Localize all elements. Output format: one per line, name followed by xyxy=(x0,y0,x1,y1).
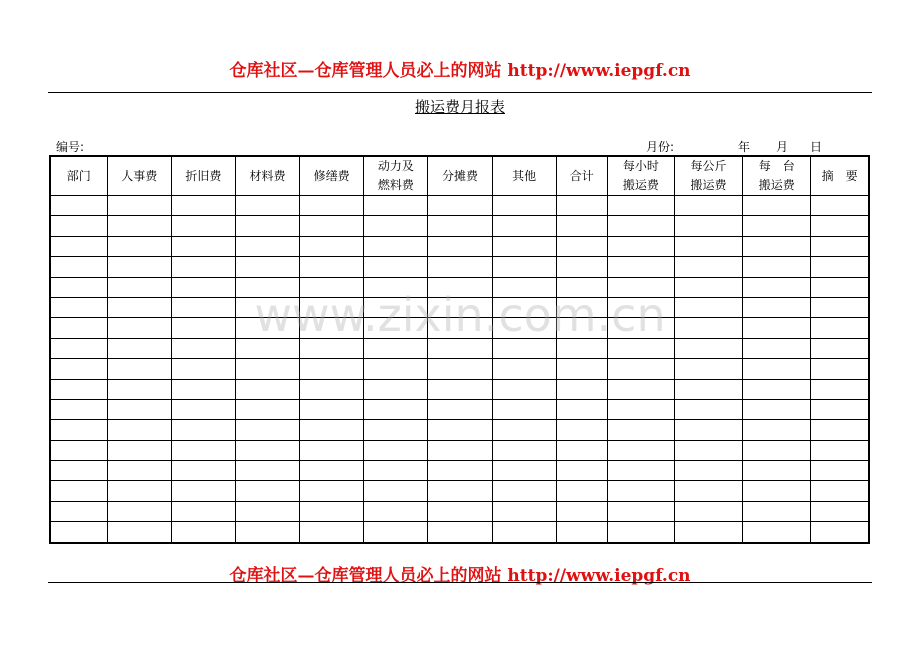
table-cell[interactable] xyxy=(50,257,107,277)
table-cell[interactable] xyxy=(50,236,107,256)
column-header-line: 动力及 xyxy=(377,159,414,173)
table-cell[interactable] xyxy=(107,399,171,419)
column-header-line: 部门 xyxy=(66,168,91,183)
table-cell[interactable] xyxy=(743,522,811,543)
table-cell[interactable] xyxy=(743,379,811,399)
table-cell[interactable] xyxy=(674,522,742,543)
table-cell[interactable] xyxy=(364,277,428,297)
table-cell[interactable] xyxy=(428,236,492,256)
table-cell[interactable] xyxy=(556,236,607,256)
column-header-line: 搬运费 xyxy=(622,178,659,192)
table-cell[interactable] xyxy=(364,379,428,399)
table-cell[interactable] xyxy=(492,501,556,521)
column-header xyxy=(492,156,556,196)
table-cell[interactable] xyxy=(171,359,235,379)
table-cell[interactable] xyxy=(556,277,607,297)
table-cell[interactable] xyxy=(364,196,428,216)
table-cell[interactable] xyxy=(235,277,299,297)
table-cell[interactable] xyxy=(674,297,742,317)
table-cell[interactable] xyxy=(556,196,607,216)
column-header-line: 每公斤 xyxy=(690,159,727,173)
table-cell[interactable] xyxy=(235,461,299,481)
table-cell[interactable] xyxy=(235,338,299,358)
table-cell[interactable] xyxy=(428,420,492,440)
table-cell[interactable] xyxy=(607,216,674,236)
table-cell[interactable] xyxy=(235,379,299,399)
table-cell[interactable] xyxy=(674,399,742,419)
day-label: 日 xyxy=(810,140,823,154)
table-cell[interactable] xyxy=(107,481,171,501)
month-label: 月份: xyxy=(646,140,675,154)
table-cell[interactable] xyxy=(235,359,299,379)
table-cell[interactable] xyxy=(428,216,492,236)
table-cell[interactable] xyxy=(50,522,107,543)
table-cell[interactable] xyxy=(674,440,742,460)
table-cell[interactable] xyxy=(107,440,171,460)
table-cell[interactable] xyxy=(811,420,869,440)
table-cell[interactable] xyxy=(607,257,674,277)
footer-divider xyxy=(48,582,872,583)
table-cell[interactable] xyxy=(743,318,811,338)
table-cell[interactable] xyxy=(492,379,556,399)
table-cell[interactable] xyxy=(492,236,556,256)
table-cell[interactable] xyxy=(674,277,742,297)
table-cell[interactable] xyxy=(300,318,364,338)
table-cell[interactable] xyxy=(171,236,235,256)
year-label: 年 xyxy=(738,140,751,154)
table-cell[interactable] xyxy=(171,501,235,521)
table-row xyxy=(50,318,869,338)
table-cell[interactable] xyxy=(300,461,364,481)
table-cell[interactable] xyxy=(50,420,107,440)
table-cell[interactable] xyxy=(811,196,869,216)
table-cell[interactable] xyxy=(107,461,171,481)
table-cell[interactable] xyxy=(607,440,674,460)
table-cell[interactable] xyxy=(107,379,171,399)
table-cell[interactable] xyxy=(50,379,107,399)
table-cell[interactable] xyxy=(300,297,364,317)
table-cell[interactable] xyxy=(428,196,492,216)
column-header-line: 摘 要 xyxy=(821,168,858,183)
table-row xyxy=(50,297,869,317)
table-cell[interactable] xyxy=(556,481,607,501)
table-cell[interactable] xyxy=(556,257,607,277)
table-cell[interactable] xyxy=(171,216,235,236)
table-cell[interactable] xyxy=(556,297,607,317)
table-cell[interactable] xyxy=(428,257,492,277)
table-row xyxy=(50,379,869,399)
table-cell[interactable] xyxy=(743,399,811,419)
table-cell[interactable] xyxy=(107,359,171,379)
table-cell[interactable] xyxy=(50,216,107,236)
table-cell[interactable] xyxy=(674,359,742,379)
table-cell[interactable] xyxy=(428,379,492,399)
table-cell[interactable] xyxy=(107,277,171,297)
table-cell[interactable] xyxy=(364,522,428,543)
table-cell[interactable] xyxy=(492,359,556,379)
table-cell[interactable] xyxy=(364,257,428,277)
month-unit-label: 月 xyxy=(776,140,789,154)
table-cell[interactable] xyxy=(364,420,428,440)
table-cell[interactable] xyxy=(811,236,869,256)
table-cell[interactable] xyxy=(50,440,107,460)
table-cell[interactable] xyxy=(364,359,428,379)
table-cell[interactable] xyxy=(492,297,556,317)
column-header-line: 搬运费 xyxy=(758,178,795,192)
table-cell[interactable] xyxy=(492,196,556,216)
table-cell[interactable] xyxy=(428,501,492,521)
table-cell[interactable] xyxy=(743,420,811,440)
table-cell[interactable] xyxy=(300,277,364,297)
table-row xyxy=(50,420,869,440)
table-cell[interactable] xyxy=(674,257,742,277)
watermark: www.zixin.com.cn xyxy=(254,288,666,342)
table-header-row xyxy=(50,156,869,196)
table-cell[interactable] xyxy=(607,522,674,543)
table-cell[interactable] xyxy=(674,501,742,521)
table-cell[interactable] xyxy=(492,481,556,501)
table-row xyxy=(50,440,869,460)
table-cell[interactable] xyxy=(300,257,364,277)
table-cell[interactable] xyxy=(811,461,869,481)
column-header xyxy=(107,156,171,196)
table-cell[interactable] xyxy=(811,216,869,236)
table-cell[interactable] xyxy=(556,318,607,338)
table-row xyxy=(50,481,869,501)
table-row xyxy=(50,257,869,277)
table-cell[interactable] xyxy=(107,196,171,216)
table-cell[interactable] xyxy=(492,522,556,543)
table-cell[interactable] xyxy=(607,318,674,338)
table-cell[interactable] xyxy=(107,216,171,236)
table-cell[interactable] xyxy=(811,501,869,521)
table-cell[interactable] xyxy=(674,481,742,501)
table-cell[interactable] xyxy=(50,297,107,317)
table-cell[interactable] xyxy=(674,338,742,358)
table-cell[interactable] xyxy=(50,461,107,481)
table-cell[interactable] xyxy=(300,481,364,501)
table-cell[interactable] xyxy=(171,461,235,481)
column-header xyxy=(556,156,607,196)
table-row xyxy=(50,236,869,256)
table-cell[interactable] xyxy=(743,338,811,358)
table-cell[interactable] xyxy=(364,216,428,236)
table-cell[interactable] xyxy=(674,318,742,338)
table-cell[interactable] xyxy=(300,216,364,236)
table-cell[interactable] xyxy=(556,501,607,521)
table-cell[interactable] xyxy=(492,277,556,297)
table-cell[interactable] xyxy=(171,196,235,216)
table-cell[interactable] xyxy=(235,297,299,317)
table-cell[interactable] xyxy=(743,501,811,521)
table-cell[interactable] xyxy=(235,318,299,338)
column-header-line: 折旧费 xyxy=(185,168,222,183)
table-cell[interactable] xyxy=(364,501,428,521)
table-cell[interactable] xyxy=(50,501,107,521)
table-cell[interactable] xyxy=(428,297,492,317)
table-cell[interactable] xyxy=(171,338,235,358)
table-cell[interactable] xyxy=(428,440,492,460)
table-cell[interactable] xyxy=(107,338,171,358)
column-header-line: 人事费 xyxy=(121,168,158,183)
table-cell[interactable] xyxy=(50,338,107,358)
footer-banner: 仓库社区—仓库管理人员必上的网站 http://www.iepgf.cn xyxy=(229,566,691,586)
table-cell[interactable] xyxy=(607,481,674,501)
column-header xyxy=(364,156,428,196)
table-cell[interactable] xyxy=(811,277,869,297)
table-cell[interactable] xyxy=(235,420,299,440)
table-cell[interactable] xyxy=(492,257,556,277)
table-cell[interactable] xyxy=(811,440,869,460)
table-cell[interactable] xyxy=(235,196,299,216)
column-header xyxy=(235,156,299,196)
table-cell[interactable] xyxy=(607,359,674,379)
header-divider xyxy=(48,92,872,93)
table-cell[interactable] xyxy=(107,522,171,543)
table-cell[interactable] xyxy=(607,277,674,297)
table-cell[interactable] xyxy=(674,461,742,481)
table-cell[interactable] xyxy=(428,338,492,358)
table-cell[interactable] xyxy=(171,440,235,460)
table-cell[interactable] xyxy=(428,399,492,419)
number-label: 编号: xyxy=(56,140,85,154)
table-cell[interactable] xyxy=(300,522,364,543)
table-cell[interactable] xyxy=(171,522,235,543)
table-cell[interactable] xyxy=(811,522,869,543)
table-cell[interactable] xyxy=(743,461,811,481)
column-header xyxy=(607,156,674,196)
table-cell[interactable] xyxy=(300,379,364,399)
column-header-line: 其他 xyxy=(512,168,537,183)
table-cell[interactable] xyxy=(300,399,364,419)
table-cell[interactable] xyxy=(743,277,811,297)
column-header xyxy=(428,156,492,196)
table-cell[interactable] xyxy=(811,481,869,501)
table-cell[interactable] xyxy=(364,461,428,481)
table-row xyxy=(50,216,869,236)
table-cell[interactable] xyxy=(607,297,674,317)
table-cell[interactable] xyxy=(171,277,235,297)
table-cell[interactable] xyxy=(235,522,299,543)
table-cell[interactable] xyxy=(492,318,556,338)
table-cell[interactable] xyxy=(743,359,811,379)
table-cell[interactable] xyxy=(364,318,428,338)
table-cell[interactable] xyxy=(364,399,428,419)
table-cell[interactable] xyxy=(428,318,492,338)
table-row xyxy=(50,196,869,216)
table-cell[interactable] xyxy=(556,216,607,236)
table-cell[interactable] xyxy=(811,399,869,419)
column-header-line: 材料费 xyxy=(249,168,286,183)
column-header-line: 合计 xyxy=(569,168,594,183)
table-cell[interactable] xyxy=(235,481,299,501)
table-cell[interactable] xyxy=(743,236,811,256)
table-cell[interactable] xyxy=(300,359,364,379)
table-cell[interactable] xyxy=(107,420,171,440)
table-cell[interactable] xyxy=(50,196,107,216)
table-row xyxy=(50,399,869,419)
table-cell[interactable] xyxy=(428,461,492,481)
table-row xyxy=(50,501,869,521)
document-title: 搬运费月报表 xyxy=(414,98,505,116)
table-cell[interactable] xyxy=(50,359,107,379)
table-cell[interactable] xyxy=(300,440,364,460)
table-cell[interactable] xyxy=(556,420,607,440)
table-cell[interactable] xyxy=(743,481,811,501)
table-cell[interactable] xyxy=(811,297,869,317)
table-row xyxy=(50,277,869,297)
table-row xyxy=(50,461,869,481)
table-row xyxy=(50,522,869,543)
table-cell[interactable] xyxy=(556,359,607,379)
table-cell[interactable] xyxy=(743,297,811,317)
table-cell[interactable] xyxy=(171,399,235,419)
table-cell[interactable] xyxy=(674,216,742,236)
table-cell[interactable] xyxy=(674,420,742,440)
column-header xyxy=(743,156,811,196)
table-cell[interactable] xyxy=(364,440,428,460)
table-cell[interactable] xyxy=(235,216,299,236)
table-cell[interactable] xyxy=(364,236,428,256)
table-cell[interactable] xyxy=(50,318,107,338)
table-cell[interactable] xyxy=(364,481,428,501)
table-cell[interactable] xyxy=(428,359,492,379)
table-cell[interactable] xyxy=(171,481,235,501)
table-cell[interactable] xyxy=(607,196,674,216)
table-cell[interactable] xyxy=(107,297,171,317)
table-cell[interactable] xyxy=(556,461,607,481)
table-cell[interactable] xyxy=(556,440,607,460)
table-cell[interactable] xyxy=(556,522,607,543)
table-cell[interactable] xyxy=(492,420,556,440)
table-cell[interactable] xyxy=(607,420,674,440)
month-date-field xyxy=(646,138,836,155)
column-header-line: 每小时 xyxy=(622,159,659,173)
table-cell[interactable] xyxy=(607,236,674,256)
table-cell[interactable] xyxy=(171,420,235,440)
table-cell[interactable] xyxy=(674,379,742,399)
column-header-line: 每 台 xyxy=(758,159,795,173)
table-cell[interactable] xyxy=(300,236,364,256)
column-header-line: 搬运费 xyxy=(690,178,727,192)
table-cell[interactable] xyxy=(107,236,171,256)
table-cell[interactable] xyxy=(300,338,364,358)
table-cell[interactable] xyxy=(811,318,869,338)
column-header xyxy=(300,156,364,196)
column-header xyxy=(811,156,869,196)
table-cell[interactable] xyxy=(556,379,607,399)
table-cell[interactable] xyxy=(428,522,492,543)
table-cell[interactable] xyxy=(743,196,811,216)
table-cell[interactable] xyxy=(171,318,235,338)
table-cell[interactable] xyxy=(607,379,674,399)
column-header-line: 分摊费 xyxy=(441,168,478,183)
table-cell[interactable] xyxy=(674,236,742,256)
table-cell[interactable] xyxy=(743,257,811,277)
table-cell[interactable] xyxy=(50,481,107,501)
table-row xyxy=(50,338,869,358)
table-cell[interactable] xyxy=(556,338,607,358)
column-header xyxy=(50,156,107,196)
table-cell[interactable] xyxy=(235,236,299,256)
table-cell[interactable] xyxy=(811,379,869,399)
table-cell[interactable] xyxy=(235,257,299,277)
table-cell[interactable] xyxy=(50,399,107,419)
table-cell[interactable] xyxy=(171,379,235,399)
table-cell[interactable] xyxy=(811,257,869,277)
column-header-line: 修缮费 xyxy=(313,168,350,183)
table-cell[interactable] xyxy=(428,481,492,501)
table-cell[interactable] xyxy=(743,440,811,460)
table-cell[interactable] xyxy=(171,257,235,277)
table-cell[interactable] xyxy=(364,297,428,317)
table-cell[interactable] xyxy=(428,277,492,297)
table-cell[interactable] xyxy=(556,399,607,419)
table-cell[interactable] xyxy=(811,359,869,379)
header-banner: 仓库社区—仓库管理人员必上的网站 http://www.iepgf.cn xyxy=(229,61,691,81)
table-cell[interactable] xyxy=(607,461,674,481)
table-cell[interactable] xyxy=(50,277,107,297)
table-cell[interactable] xyxy=(235,440,299,460)
table-cell[interactable] xyxy=(743,216,811,236)
table-cell[interactable] xyxy=(364,338,428,358)
column-header-line: 燃料费 xyxy=(377,178,414,192)
column-header xyxy=(171,156,235,196)
table-cell[interactable] xyxy=(492,216,556,236)
table-row xyxy=(50,359,869,379)
table-cell[interactable] xyxy=(674,196,742,216)
column-header xyxy=(674,156,742,196)
table-cell[interactable] xyxy=(607,501,674,521)
table-cell[interactable] xyxy=(300,420,364,440)
table-cell[interactable] xyxy=(107,501,171,521)
table-cell[interactable] xyxy=(300,501,364,521)
table-cell[interactable] xyxy=(107,257,171,277)
table-cell[interactable] xyxy=(107,318,171,338)
table-cell[interactable] xyxy=(171,297,235,317)
table-cell[interactable] xyxy=(300,196,364,216)
table-cell[interactable] xyxy=(492,338,556,358)
report-table xyxy=(49,155,870,544)
table-cell[interactable] xyxy=(607,399,674,419)
table-cell[interactable] xyxy=(492,440,556,460)
table-cell[interactable] xyxy=(607,338,674,358)
table-cell[interactable] xyxy=(492,461,556,481)
table-cell[interactable] xyxy=(811,338,869,358)
table-cell[interactable] xyxy=(235,399,299,419)
table-cell[interactable] xyxy=(492,399,556,419)
table-cell[interactable] xyxy=(235,501,299,521)
